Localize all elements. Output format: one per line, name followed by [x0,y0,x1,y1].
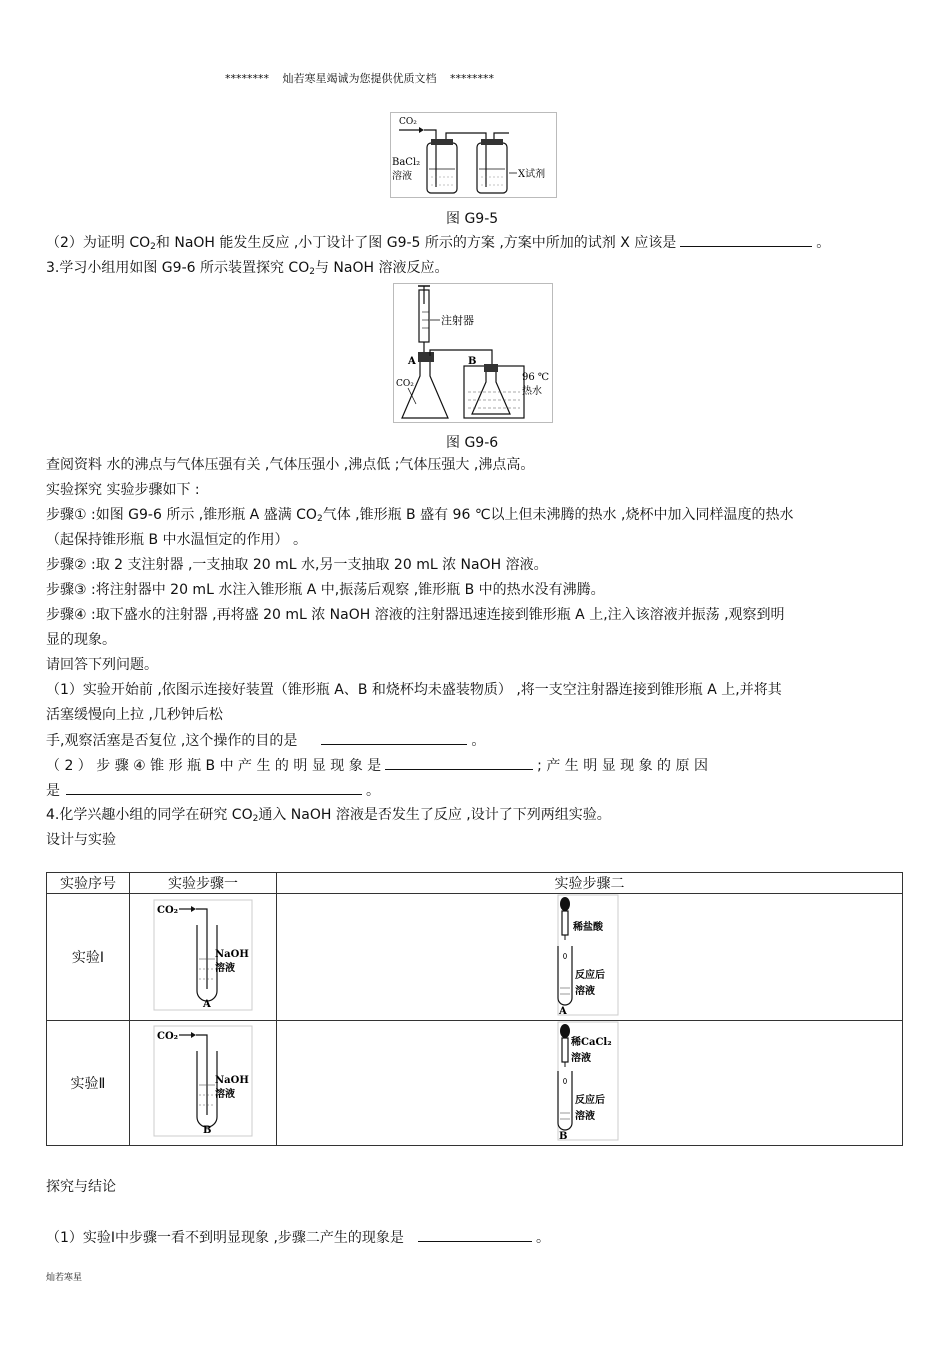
svg-text:溶液: 溶液 [392,171,412,182]
page-footer: 灿若寒星 [46,1273,83,1283]
reference-info: 查阅资料 水的沸点与气体压强有关 ,气体压强小 ,沸点低 ;气体压强大 ,沸点高。 [46,457,535,473]
svg-text:反应后: 反应后 [575,970,605,981]
header-step-1: 实验步骤一 [130,873,277,894]
svg-text:热水: 热水 [522,386,542,397]
question-4-intro: 4.化学兴趣小组的同学在研究 $CO_2$通入 NaOH 溶液是否发生了反应 ,设计了下列两组实验。 [46,807,611,824]
figure-g9-5-caption: 图 G9-5 [446,211,499,227]
svg-text:溶液: 溶液 [215,1089,235,1100]
svg-text:NaOH: NaOH [215,1075,249,1086]
svg-text:X试剂: X试剂 [518,169,546,180]
table-row [47,894,903,1021]
step-4-cont: 显的现象。 [46,632,116,648]
svg-text:96 ℃: 96 ℃ [522,372,550,383]
svg-text:CO₂: CO₂ [157,1031,179,1042]
test-tube-co2-naoh-diagram [153,1025,253,1137]
question-2-g95: （2）为证明 $CO_2$和 NaOH 能发生反应 ,小丁设计了图 G9-5 所示的方案 ,方案中所加的试剂 X 应该是 。 [46,232,830,257]
step-4: 步骤④ :取下盛水的注射器 ,再将盛 20 mL 浓 NaOH 溶液的注射器迅速连接到锥形瓶 A 上,注入该溶液并振荡 ,观察到明 [46,607,785,623]
svg-text:注射器: 注射器 [441,314,474,327]
step-1-cell [130,894,277,1021]
question-3-1-end: 手,观察活塞是否复位 ,这个操作的目的是 。 [46,730,485,751]
dropper-test-tube-diagram [557,894,619,1016]
svg-text:B: B [468,356,477,367]
experiment-intro: 实验探究 实验步骤如下 : [46,482,200,498]
answer-prompt: 请回答下列问题。 [46,657,158,673]
svg-text:A: A [408,356,416,367]
svg-text:CO₂: CO₂ [157,905,179,916]
svg-text:溶液: 溶液 [575,1111,595,1122]
conclusion-heading: 探究与结论 [46,1179,116,1195]
header-experiment-no: 实验序号 [47,873,130,894]
experiment-label: 实验Ⅱ [47,1021,130,1146]
answer-blank[interactable] [66,780,362,795]
step-1: 步骤① :如图 G9-6 所示 ,锥形瓶 A 盛满 $CO_2$气体 ,锥形瓶 B 盛有 96 ℃以上但未沸腾的热水 ,烧杯中加入同样温度的热水 [46,507,794,524]
svg-text:A: A [203,999,211,1010]
figure-g9-5 [390,112,557,198]
answer-blank[interactable] [680,232,812,247]
figure-g9-6 [393,283,553,423]
svg-text:稀盐酸: 稀盐酸 [573,922,603,933]
question-3-1: （1）实验开始前 ,依图示连接好装置（锥形瓶 A、B 和烧杯均未盛装物质） ,将一支空注射器连接到锥形瓶 A 上,并将其 [46,682,782,698]
svg-text:BaCl₂: BaCl₂ [392,157,421,168]
question-3-intro: 3.学习小组用如图 G9-6 所示装置探究 $CO_2$与 NaOH 溶液反应。 [46,260,449,277]
test-tube-co2-naoh-diagram [153,899,253,1011]
svg-text:溶液: 溶液 [575,986,595,997]
question-3-2: （ 2 ） 步 骤 ④ 锥 形 瓶 B 中 产 生 的 明 显 现 象 是 ; 产 生 明 显 现 象 的 原 因 [46,755,708,776]
answer-blank[interactable] [385,755,533,770]
question-3-2-cont: 是 。 [46,780,380,801]
experiment-table [46,872,903,1146]
table-header-row [47,873,903,894]
svg-text:溶液: 溶液 [571,1053,591,1064]
question-3-1-cont: 活塞缓慢向上拉 ,几秒钟后松 [46,707,223,723]
step-2-cell [277,1021,903,1146]
svg-text:CO₂: CO₂ [399,117,417,127]
svg-text:反应后: 反应后 [575,1095,605,1106]
step-2-cell [277,894,903,1021]
step-1-cell [130,1021,277,1146]
answer-blank[interactable] [418,1227,532,1242]
figure-g9-6-caption: 图 G9-6 [446,435,499,451]
svg-text:CO₂: CO₂ [396,379,414,389]
experiment-label: 实验Ⅰ [47,894,130,1021]
dropper-test-tube-diagram [557,1021,619,1141]
table-row [47,1021,903,1146]
svg-text:NaOH: NaOH [215,949,249,960]
svg-text:稀CaCl₂: 稀CaCl₂ [571,1037,612,1048]
step-3: 步骤③ :将注射器中 20 mL 水注入锥形瓶 A 中,振荡后观察 ,锥形瓶 B 中的热水没有沸腾。 [46,582,605,598]
svg-text:溶液: 溶液 [215,963,235,974]
svg-text:B: B [559,1131,568,1141]
gas-washing-bottles-diagram [391,113,556,197]
page-header: ******** 灿若寒星竭诚为您提供优质文档 ******** [225,72,494,85]
design-heading: 设计与实验 [46,832,116,848]
step-2: 步骤② :取 2 支注射器 ,一支抽取 20 mL 水,另一支抽取 20 mL 浓 NaOH 溶液。 [46,557,548,573]
header-step-2: 实验步骤二 [277,873,903,894]
conclusion-question-1: （1）实验Ⅰ中步骤一看不到明显现象 ,步骤二产生的现象是 。 [46,1227,550,1248]
svg-text:B: B [203,1125,212,1136]
svg-text:A: A [559,1006,567,1016]
answer-blank[interactable] [321,730,467,745]
step-1-cont: （起保持锥形瓶 B 中水温恒定的作用） 。 [46,532,307,548]
syringe-flask-apparatus-diagram [394,284,552,422]
